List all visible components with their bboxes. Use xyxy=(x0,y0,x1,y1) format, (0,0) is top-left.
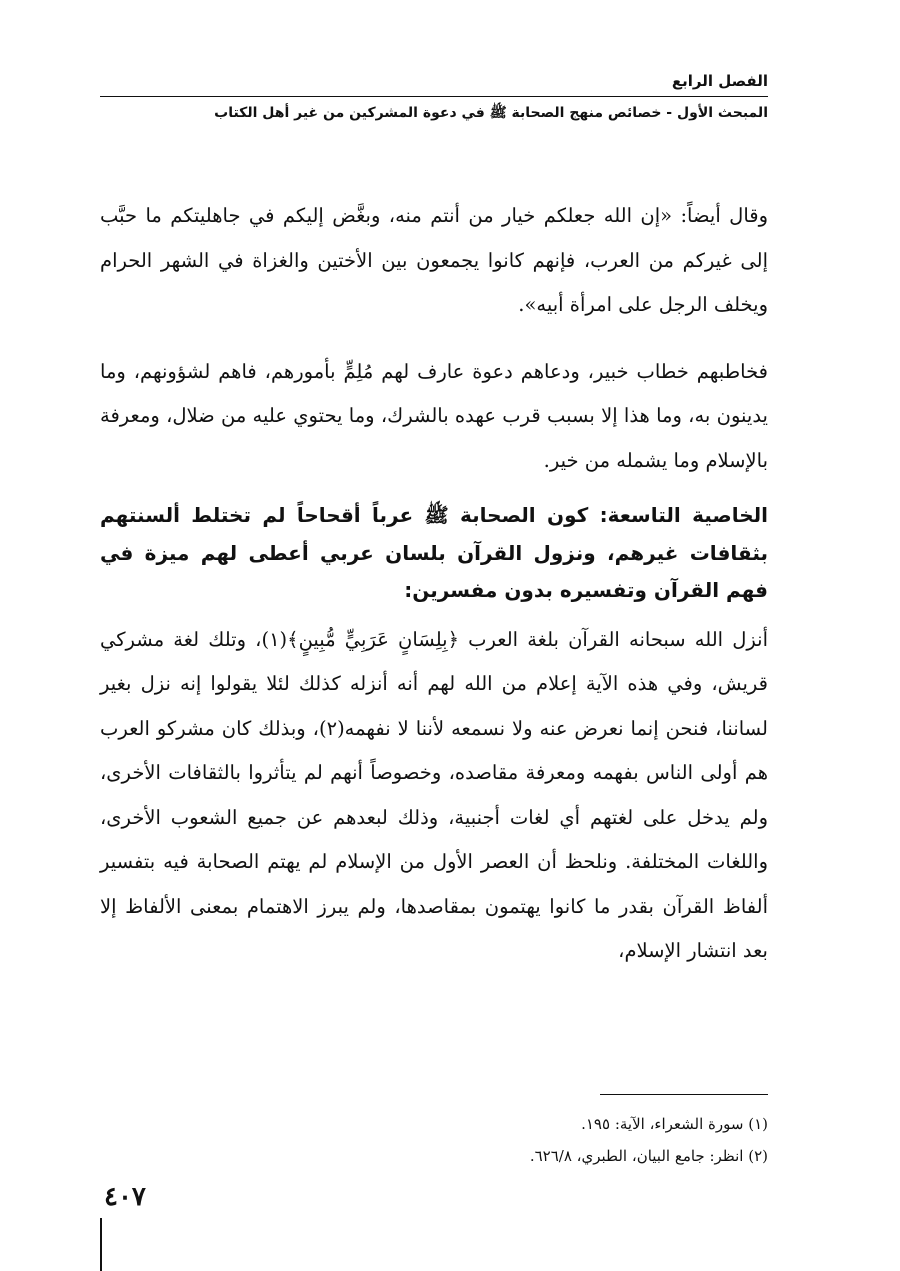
footnote-2: (٢) انظر: جامع البيان، الطبري، ٦٢٦/٨. xyxy=(529,1147,768,1165)
paragraph-body: أنزل الله سبحانه القرآن بلغة العرب ﴿بِلِسَانٍ عَرَبِيٍّ مُّبِينٍ﴾(١)، وتلك لغة مشركي قريش، وفي هذه الآية إعلام من الله لهم أنه أنزله كذلك لئلا يقولوا إنه نزل بغير لساننا، فنحن إنما نعرض عنه ولا نسمعه لأننا لا نفهمه(٢)، وبذلك كان مشركو العرب هم أولى الناس بفهمه ومعرفة مقاصده، وخصوصاً أنهم لم يتأثروا بالثقافات الأخرى، ولم يدخل على لغتهم أي لغات أجنبية، وذلك لبعدهم عن جميع الشعوب الأخرى، واللغات المختلفة. ونلحظ أن العصر الأول من الإسلام لم يهتم الصحابة فيه بتفسير ألفاظ القرآن بقدر ما كانوا يهتمون بمقاصدها، ولم يبرز الاهتمام بمعنى الألفاظ إلا بعد انتشار الإسلام، xyxy=(100,627,768,962)
footnotes xyxy=(100,1108,768,1172)
footnote-1: (١) سورة الشعراء، الآية: ١٩٥. xyxy=(581,1115,768,1133)
paragraph-quote: وقال أيضاً: «إن الله جعلكم خيار من أنتم منه، وبغَّض إليكم في جاهليتكم ما حبَّب إلى غيركم من العرب، فإنهم كانوا يجمعون بين الأختين والغزاة في الشهر الحرام ويخلف الرجل على امرأة أبيه». xyxy=(100,204,768,316)
header-divider xyxy=(100,96,768,97)
page-number: ٤٠٧ xyxy=(104,1182,146,1212)
section-title: المبحث الأول - خصائص منهج الصحابة ﷺ في دعوة المشركين من غير أهل الكتاب xyxy=(214,105,768,121)
section-heading: الخاصية التاسعة: كون الصحابة ﷺ عرباً أقحاحاً لم تختلط ألسنتهم بثقافات غيرهم، ونزول القرآن بلسان عربي أعطى لهم ميزة في فهم القرآن وتفسيره بدون مفسرين: xyxy=(100,503,768,602)
margin-line xyxy=(100,1218,102,1271)
main-text xyxy=(100,194,768,974)
chapter-title: الفصل الرابع xyxy=(671,72,768,90)
footnote-divider xyxy=(600,1094,768,1095)
running-header xyxy=(100,70,768,123)
paragraph-address: فخاطبهم خطاب خبير، ودعاهم دعوة عارف لهم مُلِمٍّ بأمورهم، فاهم لشؤونهم، وما يدينون به، وما هذا إلا بسبب قرب عهده بالشرك، وما يحتوي عليه من ضلال، ومعرفة بالإسلام وما يشمله من خير. xyxy=(100,359,768,472)
